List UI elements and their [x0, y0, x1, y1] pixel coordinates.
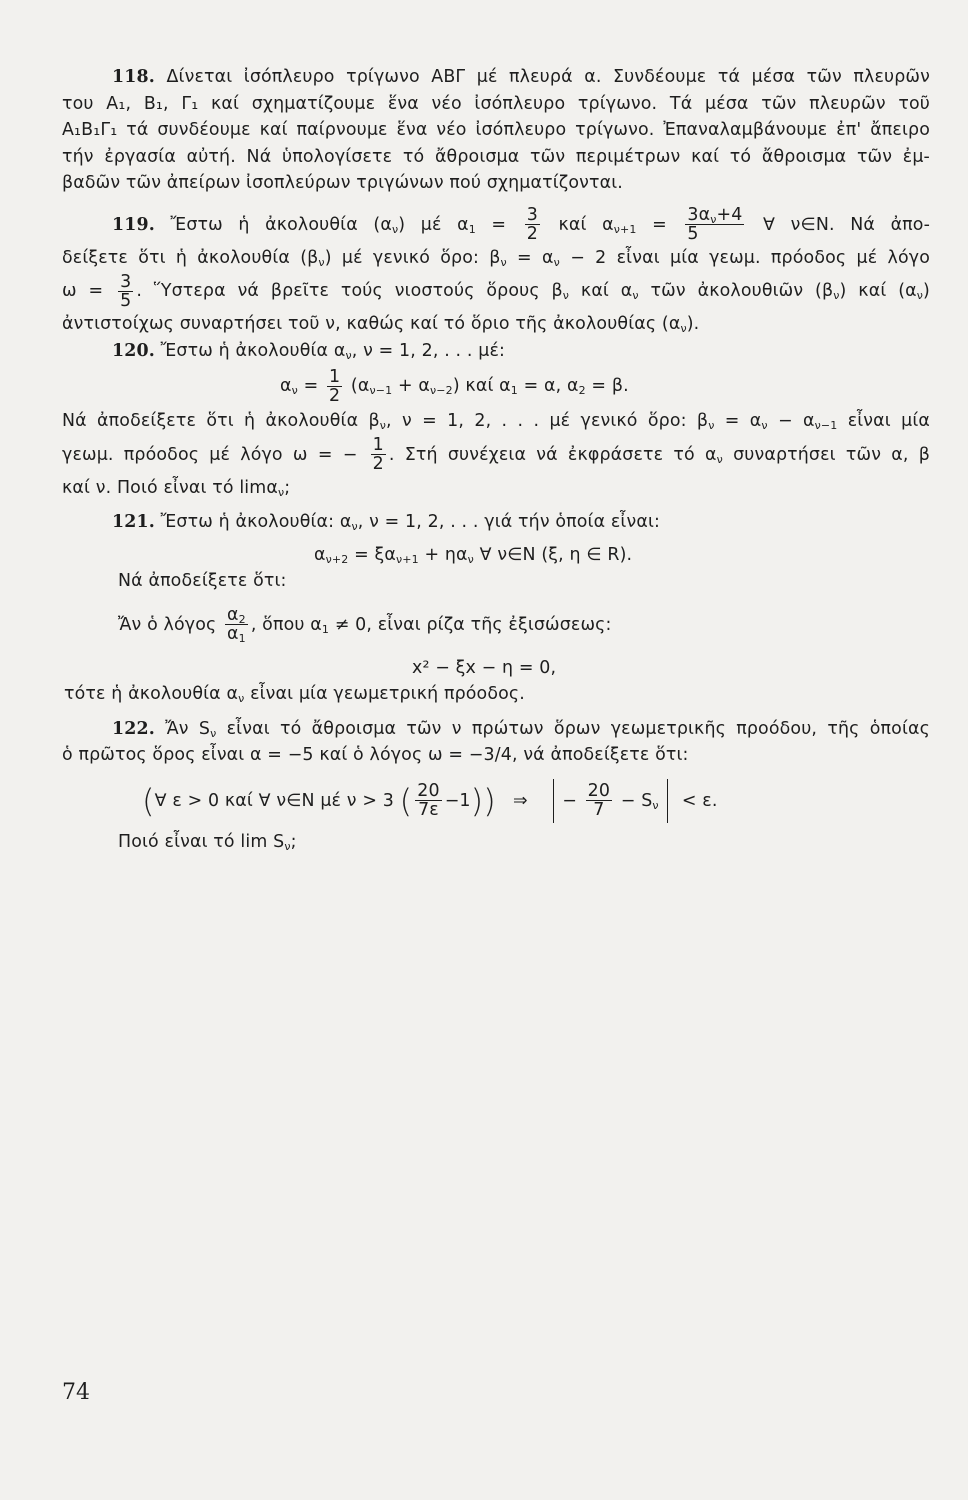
problem-line: του Α₁, Β₁, Γ₁ καί σχηματίζουμε ἕνα νέο ἰσόπλευρο τρίγωνο. Τά μέσα τῶν πλευρῶν τοῦ	[62, 93, 930, 114]
quadratic-equation: x² − ξx − η = 0,	[412, 657, 557, 678]
problem-line: βαδῶν τῶν ἀπείρων ἰσοπλεύρων τριγώνων πού σχηματίζονται.	[62, 173, 623, 193]
problem-number: 122.	[112, 718, 155, 739]
equation: $\alpha_\nu$ = $\frac{1}{2}$ $(\alpha_{\nu-1} + \alpha_{\nu-2})$ καί $\alpha_1 = \alpha$, $\alpha_2 = \beta$.	[280, 366, 629, 406]
fraction: $\frac{1}{2}$	[372, 435, 384, 474]
inequality: (∀ ε > 0 καί ∀ ν∈N μέ ν > 3 ( $\frac{20}{7\varepsilon}$ −1)) ⇒ − $\frac{20}{7}$ − $S_\nu < \varepsilon$.	[62, 773, 930, 829]
problem-number: 119.	[112, 214, 155, 235]
fraction: $\frac{1}{2}$	[329, 366, 341, 406]
problem-120: 120. Ἔστω ἡ ἀκολουθία $\alpha_\nu$, ν = 1, 2, . . . μέ: $\alpha_\nu$ = $\frac{1}{2}$ $(\alpha_{\nu-1} + \alpha_{\nu-2})$ καί $\alpha_1 = \alpha$, $\alpha_2 = \beta$. Νά ἀποδείξετε ὅτι ἡ ἀκολουθία $\beta_\nu$, ν = 1, 2, . . . μέ γενικό ὅρο: $\beta_\nu = \alpha_\nu - \alpha_{\nu-1}$ εἶναι μία γεωμ. πρόοδος μέ λόγο ω = − $\frac{1}{2}$ . Στή συνέχεια νά ἐκφράσετε τό $\alpha_\nu$ συναρτήσει τῶν α, β καί ν. Ποιό εἶναι τό limα$_\nu$;	[62, 340, 930, 499]
fraction: $\frac{\alpha_2}{\alpha_1}$	[227, 605, 246, 645]
fraction: $\frac{3}{5}$	[120, 271, 132, 311]
problem-line: Α₁Β₁Γ₁ τά συνδέουμε καί παίρνουμε ἕνα νέο ἰσόπλευρο τρίγωνο. Ἐπαναλαμβάνουμε ἐπ' ἄπειρο	[62, 120, 930, 140]
problem-number: 121.	[112, 512, 155, 532]
problem-121: 121. Ἔστω ἡ ἀκολουθία: $\alpha_\nu$, ν = 1, 2, . . . γιά τήν ὁποία εἶναι: $\alpha_{\nu+2} = \xi\alpha_{\nu+1} + \eta\alpha_\nu$ ∀ ν∈N (ξ, η ∈ R). Νά ἀποδείξετε ὅτι: Ἄν ὁ λόγος $\frac{\alpha_2}{\alpha_1}$ , ὅπου $\alpha_1 \ne 0$, εἶναι ρίζα τῆς ἐξισώσεως: x² − ξx − η = 0, τότε ἡ ἀκολουθία $\alpha_\nu$ εἶναι μία γεωμετρική πρόοδος.	[62, 509, 930, 708]
problem-line: τήν ἐργασία αὐτή. Νά ὑπολογίσετε τό ἄθροισμα τῶν περιμέτρων καί τό ἄθροισμα τῶν ἐμ-	[62, 146, 930, 167]
fraction: $\frac{20}{7}$	[587, 781, 611, 820]
problem-118	[62, 64, 930, 197]
fraction: $\frac{3}{2}$	[526, 205, 538, 244]
problem-119: 119. Ἔστω ἡ ἀκολουθία $(\alpha_\nu)$ μέ $\alpha_1$ = $\frac{3}{2}$ καί $\alpha_{\nu+1}$ = $\frac{3\alpha_\nu+4}{5}$ ∀ ν∈N. Νά ἀπο- δείξετε ὅτι ἡ ἀκολουθία $(\beta_\nu)$ μέ γενικό ὅρο: $\beta_\nu = \alpha_\nu - 2$ εἶναι μία γεωμ. πρόοδος μέ λόγο ω = $\frac{3}{5}$ . Ὕστερα νά βρεῖτε τούς νιοστούς ὅρους $\beta_\nu$ καί $\alpha_\nu$ τῶν ἀκολουθιῶν $(\beta_\nu)$ καί $(\alpha_\nu)$ ἀντιστοίχως συναρτήσει τοῦ ν, καθώς καί τό ὅριο τῆς ἀκολουθίας $(\alpha_\nu)$.	[62, 205, 931, 335]
problem-line: Δίνεται ἰσόπλευρο τρίγωνο ΑΒΓ μέ πλευρά α. Συνδέουμε τά μέσα τῶν πλευρῶν	[166, 67, 930, 87]
recurrence-equation: $\alpha_{\nu+2} = \xi\alpha_{\nu+1} + \eta\alpha_\nu$ ∀ ν∈N (ξ, η ∈ R).	[314, 544, 633, 566]
problem-122: 122. Ἄν $S_\nu$ εἶναι τό ἄθροισμα τῶν ν πρώτων ὅρων γεωμετρικῆς προόδου, τῆς ὁποίας ὁ πρῶτος ὅρος εἶναι α = −5 καί ὁ λόγος ω = −3/4, νά ἀποδείξετε ὅτι: (∀ ε > 0 καί ∀ ν∈N μέ ν > 3 ( $\frac{20}{7\varepsilon}$ −1)) ⇒ − $\frac{20}{7}$ − $S_\nu < \varepsilon$. Ποιό εἶναι τό $\lim S_\nu$;	[62, 718, 930, 853]
page-number: 74	[62, 1380, 90, 1405]
problem-number: 120.	[112, 340, 155, 361]
problem-number: 118.	[112, 67, 155, 87]
fraction: $\frac{20}{7\varepsilon}$	[417, 781, 440, 820]
page-content	[62, 64, 930, 855]
fraction: $\frac{3\alpha_\nu+4}{5}$	[687, 205, 743, 244]
